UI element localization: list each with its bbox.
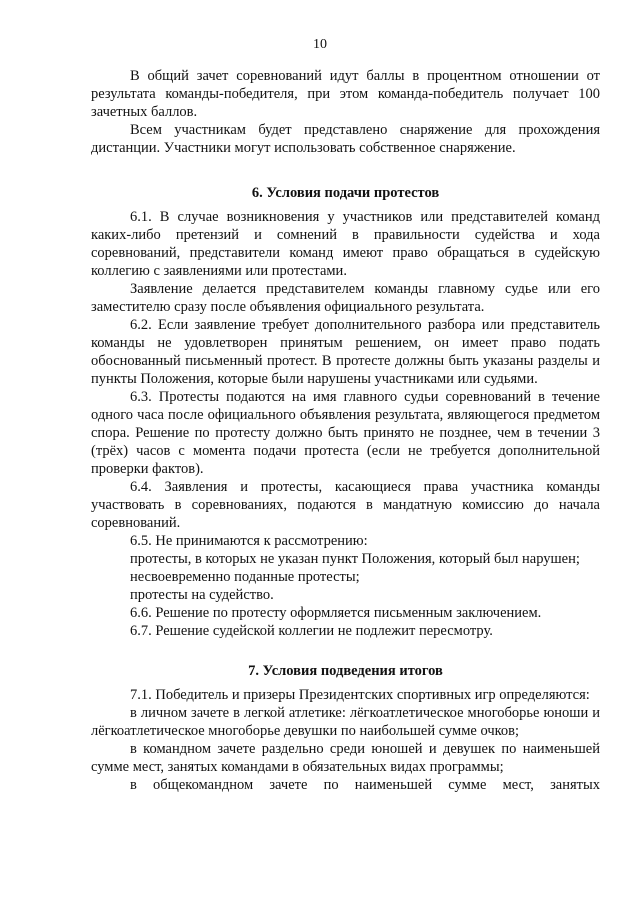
list-item-individual-standings: в личном зачете в легкой атлетике: лёгкоатлетическое многоборье юноши и лёгкоатлетическое многоборье девушки по наибольшей сумме очков; xyxy=(91,705,600,739)
paragraph-6-3: 6.3. Протесты подаются на имя главного судьи соревнований в течение одного часа после официального объявления результата, являющегося предметом спора. Решение по протесту должно быть принято не позднее, чем в течении 3 (трёх) часов с момента подачи протеста (если не требуется дополнительной проверки фактов). xyxy=(91,389,600,477)
intro-paragraph-equipment: Всем участникам будет представлено снаряжение для прохождения дистанции. Участники могут использовать собственное снаряжение. xyxy=(91,122,600,156)
paragraph-7-1: 7.1. Победитель и призеры Президентских спортивных игр определяются: xyxy=(130,687,590,703)
intro-paragraph-scoring: В общий зачет соревнований идут баллы в процентном отношении от результата команды-победителя, при этом команда-победитель получает 100 зачетных баллов. xyxy=(91,68,600,120)
paragraph-6-2: 6.2. Если заявление требует дополнительного разбора или представитель команды не удовлетворен принятым решением, он имеет право подать обоснованный письменный протест. В протесте должны быть указаны разделы и пункты Положения, которые были нарушены участниками или судьями. xyxy=(91,317,600,387)
document-body xyxy=(91,67,600,794)
list-item-overall-team-standings: в общекомандном зачете по наименьшей сумме мест, занятых xyxy=(130,777,600,793)
paragraph-6-5: 6.5. Не принимаются к рассмотрению: xyxy=(130,533,368,549)
paragraph-6-7: 6.7. Решение судейской коллегии не подлежит пересмотру. xyxy=(130,623,493,639)
page-number: 10 xyxy=(313,37,327,52)
paragraph-6-4: 6.4. Заявления и протесты, касающиеся права участника команды участвовать в соревнованиях, подаются в мандатную комиссию до начала соревнований. xyxy=(91,479,600,531)
section-6-heading: 6. Условия подачи протестов xyxy=(251,185,440,201)
paragraph-6-1-statement: Заявление делается представителем команды главному судье или его заместителю сразу после объявления официального результата. xyxy=(91,281,600,315)
list-item-team-standings: в командном зачете раздельно среди юношей и девушек по наименьшей сумме мест, занятых командами в обязательных видах программы; xyxy=(91,741,600,775)
list-item-no-clause: протесты, в которых не указан пункт Положения, который был нарушен; xyxy=(130,551,580,567)
paragraph-6-1: 6.1. В случае возникновения у участников или представителей команд каких-либо претензий и сомнений в правильности судейства и хода соревнований, представители команд имеют право обращаться в судейскую коллегию с заявлениями или протестами. xyxy=(91,209,600,279)
paragraph-6-6: 6.6. Решение по протесту оформляется письменным заключением. xyxy=(130,605,542,621)
section-7-heading: 7. Условия подведения итогов xyxy=(248,663,443,679)
list-item-refereeing-protests: протесты на судейство. xyxy=(130,587,274,603)
list-item-late-protests: несвоевременно поданные протесты; xyxy=(130,569,360,585)
